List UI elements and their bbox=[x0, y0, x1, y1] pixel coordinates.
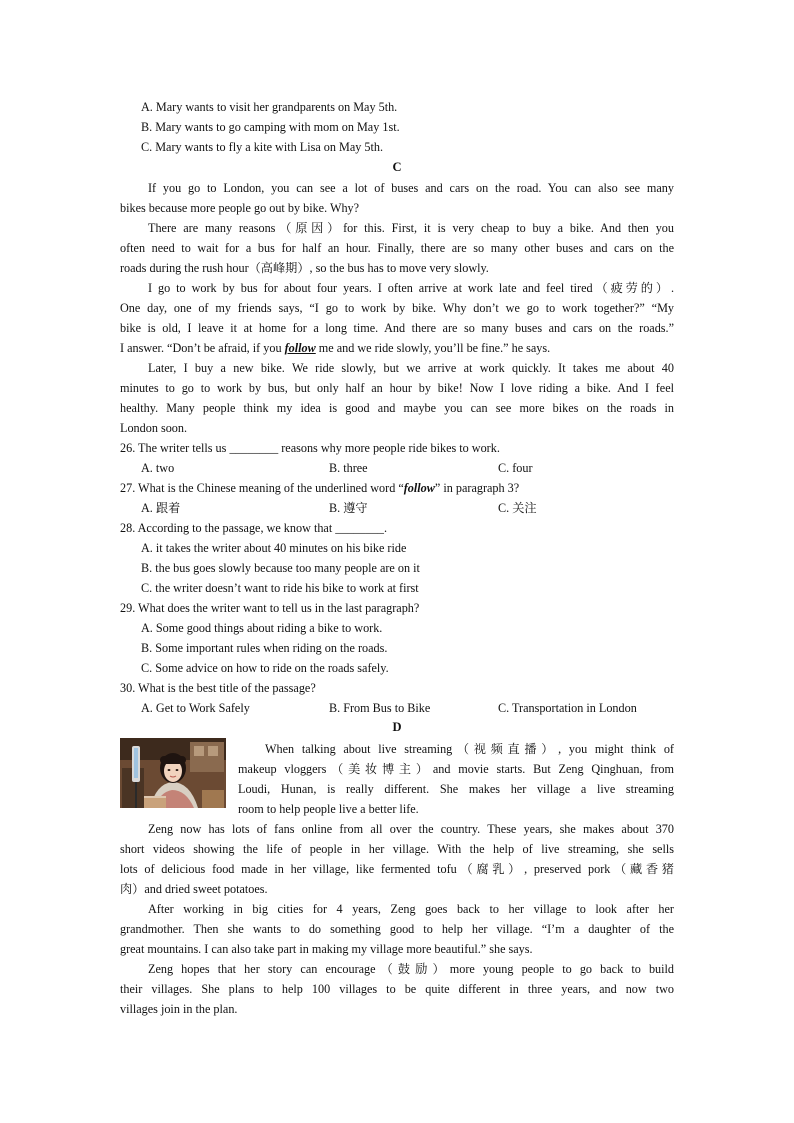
q26-option-c[interactable]: C. four bbox=[498, 461, 533, 475]
d-p2-line: 肉）and dried sweet potatoes. bbox=[120, 882, 268, 896]
q30-option-b[interactable]: B. From Bus to Bike bbox=[329, 701, 431, 715]
q27-stem-before: 27. What is the Chinese meaning of the underlined word “ bbox=[120, 481, 404, 495]
q27-option-b[interactable]: B. 遵守 bbox=[329, 501, 368, 515]
c-p3-line: I go to work by bus for about four years. I often arrive at work late and feel tired（疲劳的）. bbox=[148, 281, 674, 295]
section-b-option-c: C. Mary wants to fly a kite with Lisa on May 5th. bbox=[141, 140, 384, 154]
q29-option-b[interactable]: B. Some important rules when riding on the roads. bbox=[141, 641, 388, 655]
c-p4-line: Later, I buy a new bike. We ride slowly, but we arrive at work quickly. It takes me about 40 bbox=[148, 361, 674, 375]
c-p1-line: bikes because more people go out by bike. Why? bbox=[120, 201, 360, 215]
c-p4-line: healthy. Many people think my idea is good and maybe you can see more bikes on the roads in bbox=[120, 401, 674, 415]
c-p4-line: minutes to go to work by bus, but only half an hour by bike! Now I love riding a bike. And I feel bbox=[120, 381, 674, 395]
c-p3-text-after: me and we ride slowly, you’ll be fine.” he says. bbox=[315, 341, 551, 355]
question-29-stem: 29. What does the writer want to tell us in the last paragraph? bbox=[120, 601, 420, 615]
section-b-option-a: A. Mary wants to visit her grandparents on May 5th. bbox=[141, 100, 398, 114]
q27-option-a[interactable]: A. 跟着 bbox=[141, 501, 181, 515]
d-p2-line: short videos showing the life of people in her village. With the help of live streaming, she sells bbox=[120, 842, 674, 856]
d-p1-line: makeup vloggers（美妆博主）and movie starts. But Zeng Qinghuan, from bbox=[238, 762, 674, 776]
d-p1-line: room to help people live a better life. bbox=[238, 802, 419, 816]
d-p2-line: Zeng now has lots of fans online from all over the country. These years, she makes about 370 bbox=[148, 822, 674, 836]
q28-option-a[interactable]: A. it takes the writer about 40 minutes on his bike ride bbox=[141, 541, 407, 555]
c-p4-line: London soon. bbox=[120, 421, 188, 435]
q28-option-b[interactable]: B. the bus goes slowly because too many people are on it bbox=[141, 561, 420, 575]
q29-option-c[interactable]: C. Some advice on how to ride on the roads safely. bbox=[141, 661, 389, 675]
d-p3-line: After working in big cities for 4 years, Zeng goes back to her village to look after her bbox=[148, 902, 674, 916]
d-p3-line: great mountains. I can also take part in making my village more beautiful.” she says. bbox=[120, 942, 533, 956]
c-p3-line: One day, one of my friends says, “I go to work by bike. Why don’t we go to work together?” “My bbox=[120, 301, 674, 315]
d-p4-line: villages join in the plan. bbox=[120, 1002, 238, 1016]
live-streamer-photo bbox=[120, 738, 226, 808]
question-26-stem: 26. The writer tells us ________ reasons why more people ride bikes to work. bbox=[120, 441, 500, 455]
c-p3-last-line bbox=[120, 338, 550, 358]
q26-option-a[interactable]: A. two bbox=[141, 461, 175, 475]
d-p4-line: Zeng hopes that her story can encourage（鼓励）more young people to go back to build bbox=[148, 962, 674, 976]
q26-option-b[interactable]: B. three bbox=[329, 461, 368, 475]
d-p4-line: their villages. She plans to help 100 villages to be quite different in three years, and now two bbox=[120, 982, 674, 996]
question-28-stem: 28. According to the passage, we know that ________. bbox=[120, 521, 388, 535]
q27-stem-word: follow bbox=[403, 481, 435, 495]
q27-option-c[interactable]: C. 关注 bbox=[498, 501, 537, 515]
c-p3-text-before: I answer. “Don’t be afraid, if you bbox=[120, 341, 285, 355]
d-p2-line: lots of delicious food made in her village, like fermented tofu（腐乳）, preserved pork（藏香猪 bbox=[120, 862, 674, 876]
section-b-option-b: B. Mary wants to go camping with mom on May 1st. bbox=[141, 120, 400, 134]
d-p1-line: When talking about live streaming（视频直播）, you might think of bbox=[265, 742, 674, 756]
d-p3-line: grandmother. Then she wants to do something good to help her village. “I’m a daughter of the bbox=[120, 922, 674, 936]
q27-stem-after: ” in paragraph 3? bbox=[434, 481, 520, 495]
c-p2-line: often need to wait for a bus for half an hour. Finally, there are so many other buses and cars on the bbox=[120, 241, 674, 255]
q30-option-a[interactable]: A. Get to Work Safely bbox=[141, 701, 250, 715]
section-d-heading: D bbox=[392, 720, 402, 734]
question-30-stem: 30. What is the best title of the passage? bbox=[120, 681, 316, 695]
question-27-stem bbox=[120, 478, 519, 498]
c-p3-line: bike is old, I leave it at home for a long time. And there are so many buses and cars on the roads.” bbox=[120, 321, 674, 335]
c-p1-line: If you go to London, you can see a lot of buses and cars on the road. You can also see many bbox=[148, 181, 674, 195]
q28-option-c[interactable]: C. the writer doesn’t want to ride his bike to work at first bbox=[141, 581, 419, 595]
d-p1-line: Loudi, Hunan, is really different. She makes her village a live streaming bbox=[238, 782, 674, 796]
c-p2-line: roads during the rush hour（高峰期）, so the bus has to move very slowly. bbox=[120, 261, 489, 275]
c-p2-line: There are many reasons（原因）for this. First, it is very cheap to buy a bike. And then you bbox=[148, 221, 674, 235]
underlined-word-follow: follow bbox=[284, 341, 316, 355]
q30-option-c[interactable]: C. Transportation in London bbox=[498, 701, 637, 715]
q29-option-a[interactable]: A. Some good things about riding a bike to work. bbox=[141, 621, 383, 635]
section-c-heading: C bbox=[392, 160, 402, 174]
